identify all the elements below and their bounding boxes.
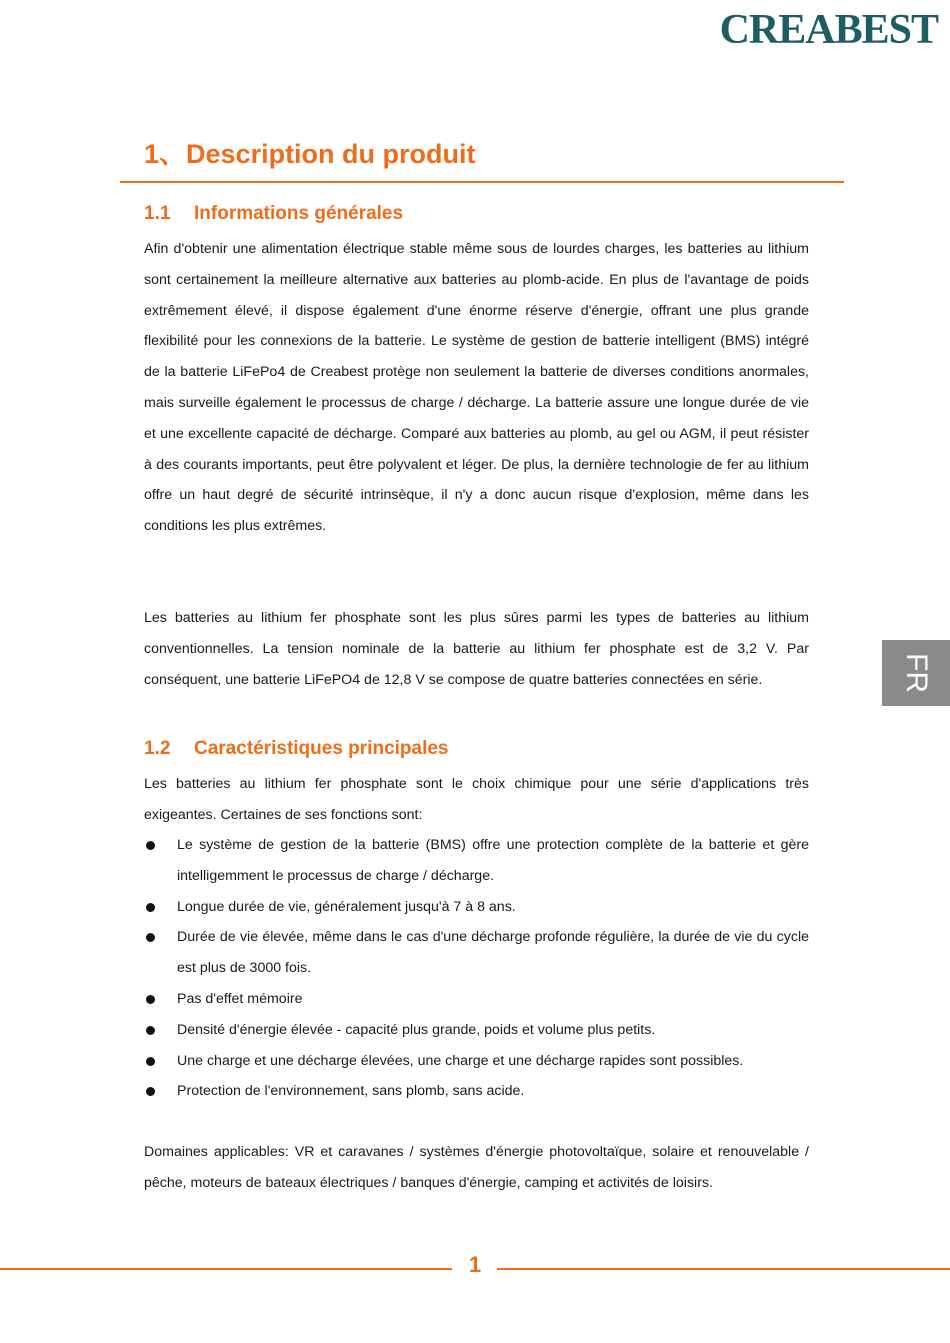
features-list (144, 830, 809, 1107)
bullet-icon (146, 933, 155, 942)
general-info-paragraph: Afin d'obtenir une alimentation électrique stable même sous de lourdes charges, les batteries au lithium sont certainement la meilleure alternative aux batteries au plomb-acide. En plus de l'avantage de poids extrêmement élevé, il dispose également d'une énorme réserve d'énergie, offrant une plus grande flexibilité pour les connexions de la batterie. Le système de gestion de batterie intelligent (BMS) intégré de la batterie LiFePo4 de Creabest protège non seulement la batterie de diverses conditions anormales, mais surveille également le processus de charge / décharge. La batterie assure une longue durée de vie et une excellente capacité de décharge. Comparé aux batteries au plomb, au gel ou AGM, il peut résister à des courants importants, peut être polyvalent et léger. De plus, la dernière technologie de fer au lithium offre un haut degré de sécurité intrinsèque, il n'y a donc aucun risque d'explosion, même dans les conditions les plus extrêmes. (144, 241, 809, 535)
list-item: Longue durée de vie, généralement jusqu'à 7 à 8 ans. (144, 892, 809, 923)
section-title-product-description: 1、Description du produit (144, 139, 476, 169)
footer-rule-left (0, 1268, 452, 1270)
features-intro-paragraph: Les batteries au lithium fer phosphate sont le choix chimique pour une série d'applications très exigeantes. Certaines de ses fonctions sont: (144, 776, 809, 823)
section-number: 1.2 (144, 738, 171, 759)
bullet-icon (146, 1087, 155, 1096)
list-item: Le système de gestion de la batterie (BMS) offre une protection complète de la batterie et gère intelligemment le processus de charge / décharge. (144, 830, 809, 892)
bullet-icon (146, 903, 155, 912)
section-heading-general-info (144, 201, 403, 227)
bullet-icon (146, 1057, 155, 1066)
footer-rule-right (497, 1268, 950, 1270)
section-heading-main-features (144, 736, 449, 762)
page-number: 1 (468, 1252, 482, 1277)
applications-paragraph: Domaines applicables: VR et caravanes / systèmes d'énergie photovoltaïque, solaire et renouvelable / pêche, moteurs de bateaux électriques / banques d'énergie, camping et activités de loisirs. (144, 1144, 809, 1191)
creabest-logo: CREABEST (719, 7, 938, 53)
title-divider (120, 181, 844, 183)
bullet-icon (146, 841, 155, 850)
lifepo4-paragraph: Les batteries au lithium fer phosphate sont les plus sûres parmi les types de batteries au lithium conventionnelles. La tension nominale de la batterie au lithium fer phosphate est de 3,2 V. Par conséquent, une batterie LiFePO4 de 12,8 V se compose de quatre batteries connectées en série. (144, 610, 809, 688)
section-heading-text: Informations générales (194, 203, 404, 224)
list-item: Pas d'effet mémoire (144, 984, 809, 1015)
list-item: Protection de l'environnement, sans plomb, sans acide. (144, 1076, 809, 1107)
list-item: Durée de vie élevée, même dans le cas d'une décharge profonde régulière, la durée de vie du cycle est plus de 3000 fois. (144, 922, 809, 984)
section-number: 1.1 (144, 203, 171, 224)
language-tab-label: FR (900, 653, 933, 693)
list-item: Une charge et une décharge élevées, une charge et une décharge rapides sont possibles. (144, 1046, 809, 1077)
list-item: Densité d'énergie élevée - capacité plus grande, poids et volume plus petits. (144, 1015, 809, 1046)
bullet-icon (146, 1026, 155, 1035)
bullet-icon (146, 995, 155, 1004)
language-tab-fr (882, 640, 950, 706)
section-heading-text: Caractéristiques principales (194, 738, 449, 759)
